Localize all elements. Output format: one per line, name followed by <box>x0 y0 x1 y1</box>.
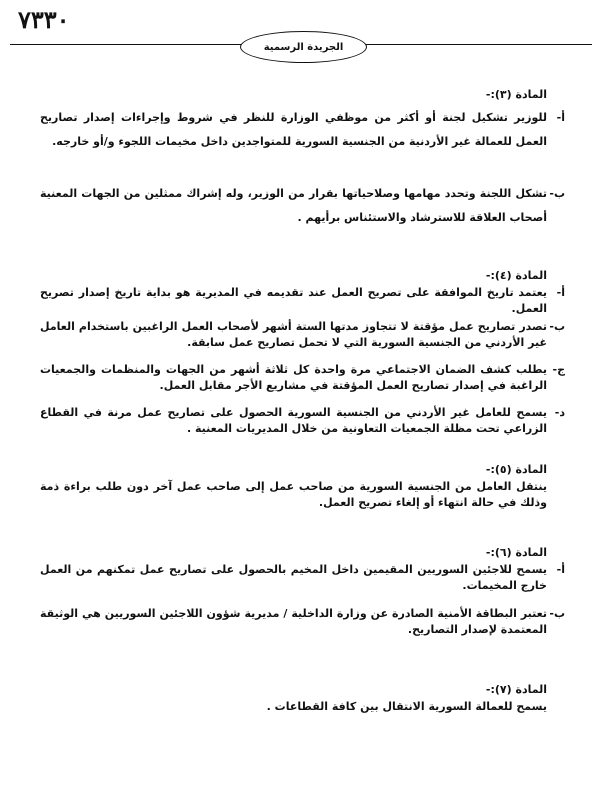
article-4-item-c <box>40 362 565 394</box>
item-marker: ب- <box>549 320 565 333</box>
item-marker: ب- <box>549 187 565 200</box>
page-number: ٧٣٣٠ <box>18 5 70 34</box>
article-3-item-b <box>40 182 565 230</box>
item-marker: أ- <box>556 286 565 299</box>
item-text: يعتمد تاريخ الموافقة على تصريح العمل عند تقديمه في المديرية هو بداية تاريخ إصدار تصريح العمل. <box>40 286 547 315</box>
article-5-title: المادة (٥):- <box>485 463 547 476</box>
item-text: تصدر تصاريح عمل مؤقتة لا تتجاوز مدتها الستة أشهر لأصحاب العمل الراغبين باستخدام العامل غير الأردني من الجنسية السورية التي لا تحمل تصاريح عمل سابقة. <box>40 320 547 349</box>
article-6-item-b <box>40 606 565 638</box>
article-3-item-a <box>40 106 565 154</box>
item-text: تشكل اللجنة وتحدد مهامها وصلاحياتها بقرار من الوزير، وله إشراك ممثلين من الجهات المعنية أصحاب العلاقة للاسترشاد والاستئناس برأيهم . <box>40 187 547 224</box>
article-6-title: المادة (٦):- <box>485 546 547 559</box>
article-7-text: يسمح للعمالة السورية الانتقال بين كافة القطاعات . <box>266 700 547 713</box>
item-marker: أ- <box>556 563 565 576</box>
article-5-text: ينتقل العامل من الجنسية السورية من صاحب عمل إلى صاحب عمل آخر دون طلب براءة ذمة وذلك في حالة انتهاء أو إلغاء تصريح العمل. <box>40 480 547 509</box>
item-marker: أ- <box>556 111 565 124</box>
article-3-title: المادة (٣):- <box>485 88 547 101</box>
item-text: تعتبر البطاقة الأمنية الصادرة عن وزارة الداخلية / مديرية شؤون اللاجئين السوريين هي الوثيقة المعتمدة لإصدار التصاريح. <box>40 607 547 636</box>
article-4-item-b <box>40 319 565 351</box>
item-marker: ب- <box>549 607 565 620</box>
item-text: للوزير تشكيل لجنة أو أكثر من موظفي الوزارة للنظر في شروط وإجراءات إصدار تصاريح العمل للعمالة غير الأردنية من الجنسية السورية للمتواجدين داخل مخيمات اللجوء و/أو خارجه. <box>40 111 547 148</box>
article-6-item-a <box>40 562 565 594</box>
article-7-title: المادة (٧):- <box>485 683 547 696</box>
item-text: يسمح للعامل غير الأردني من الجنسية السورية الحصول على تصاريح عمل مرنة في القطاع الزراعي تحت مظلة الجمعيات التعاونية من خلال المديريات المعنية . <box>40 406 547 435</box>
gazette-title-oval <box>240 31 367 63</box>
article-4-item-d <box>40 405 565 437</box>
item-marker: د- <box>554 406 565 419</box>
item-marker: ج- <box>552 363 565 376</box>
item-text: يطلب كشف الضمان الاجتماعي مرة واحدة كل ثلاثة أشهر من الجهات والمنظمات والجمعيات الراغبة في إصدار تصاريح العمل المؤقتة في مشاريع الأجر مقابل العمل. <box>40 363 547 392</box>
article-4-item-a <box>40 285 565 317</box>
item-text: يسمح للاجئين السوريين المقيمين داخل المخيم بالحصول على تصاريح عمل تمكنهم من العمل خارج المخيمات. <box>40 563 547 592</box>
gazette-title: الجريدة الرسمية <box>263 41 344 53</box>
article-4-title: المادة (٤):- <box>485 269 547 282</box>
